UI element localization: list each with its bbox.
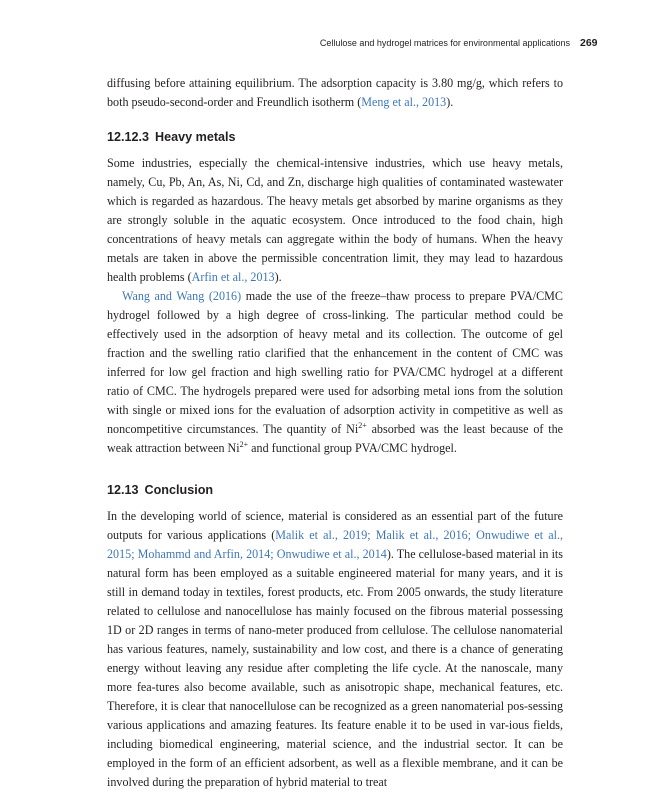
section-heading-heavy-metals <box>107 129 563 145</box>
paragraph-continued <box>107 74 563 112</box>
citation-link[interactable]: Wang and Wang (2016) <box>122 289 242 303</box>
paragraph <box>107 287 563 458</box>
superscript: 2+ <box>358 421 367 430</box>
citation-link[interactable]: Meng et al., 2013 <box>361 95 447 109</box>
running-head-title: Cellulose and hydrogel matrices for environmental applications <box>319 38 570 48</box>
citation-link[interactable]: Arfin et al., 2013 <box>191 270 275 284</box>
paragraph <box>107 507 563 792</box>
text-run: In the developing world of science, material is considered as an essential part of the future outputs for various applications ( <box>107 509 563 542</box>
text-run: and functional group PVA/CMC hydrogel. <box>248 441 457 455</box>
text-run: ). The cellulose-based material in its natural form has been employed as a suitable engineered material for many years, and it is still in demand today in textiles, forest products, etc. From 2005 onwards, the study literature related to cellulose and nanocellulose has mainly focused on the fibrous material possessing 1D or 2D ranges in terms of nano-meter produced from cellulose. The cellulose nanomaterial has various features, namely, sustainability and low cost, and there is a chance of generating energy without leaving any residue after completing the life cycle. At the nanoscale, many more fea-tures also become available, such as anisotropic shape, mechanical features, etc. Therefore, it is clear that nanocellulose can be recognized as a green nanomaterial pos-sessing various applications and amazing features. Its feature enable it to be used in var-ious fields, including biomedical engineering, material science, and the industrial sector. It can be employed in the form of an efficient adsorbent, as well as a flexible membrane, and it can be involved during the preparation of hybrid material to treat <box>107 547 564 789</box>
paragraph <box>107 154 563 287</box>
section-number: 12.13 <box>107 483 139 497</box>
text-run: ). <box>274 270 282 284</box>
text-run: Some industries, especially the chemical-intensive industries, which use heavy metals, namely, Cu, Pb, An, As, Ni, Cd, and Zn, discharge high qualities of contaminated wastewater which is regarded as hazardous. The heavy metals get absorbed by marine organisms as they are strongly soluble in the aquatic ecosystem. Once introduced to the food chain, high concentrations of heavy metals can aggregate within the body of humans. When the heavy metals are taken in above the permissible concentration limit, they may lead to hazardous health problems ( <box>107 156 563 284</box>
section-title: Conclusion <box>144 483 214 497</box>
section-title: Heavy metals <box>155 130 236 144</box>
page-number: 269 <box>580 37 598 49</box>
text-run: diffusing before attaining equilibrium. The adsorption capacity is 3.80 mg/g, which refers to both pseudo-second-order and Freundlich isotherm ( <box>107 76 563 109</box>
text-run: ). <box>446 95 454 109</box>
text-run: absorbed was the least because of the weak attraction between Ni <box>107 422 563 455</box>
section-heading-conclusion <box>107 482 563 498</box>
section-number: 12.12.3 <box>107 130 150 144</box>
page-body <box>107 74 563 792</box>
text-run: made the use of the freeze–thaw process to prepare PVA/CMC hydrogel followed by a high degree of cross-linking. The particular method could be effectively used in the adsorption of heavy metal and its collection. The outcome of gel fraction and the swelling ratio clarified that the enhancement in the content of CMC was inferred for low gel fraction and high swelling ratio for PVA/CMC hydrogel at a different ratio of CMC. The hydrogels prepared were used for adsorbing metal ions from the solution with single or mixed ions for the evaluation of adsorption activity in competitive as well as noncompetitive circumstances. The quantity of Ni <box>107 289 563 436</box>
superscript: 2+ <box>239 440 249 449</box>
citation-link[interactable]: Malik et al., 2019; Malik et al., 2016; Onwudiwe et al., 2015; Mohammd and Arfin, 2014; Onwudiwe et al., 2014 <box>107 528 563 561</box>
